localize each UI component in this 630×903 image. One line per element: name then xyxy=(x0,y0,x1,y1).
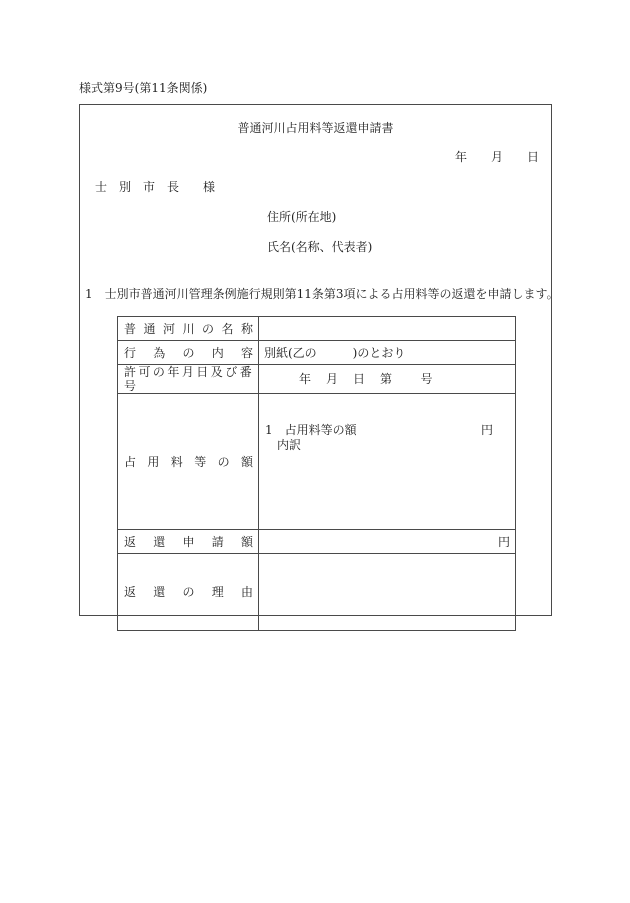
table-row-fee-amount xyxy=(118,394,516,530)
table-row-refund-reason xyxy=(118,554,516,631)
form-title: 普通河川占用料等返還申請書 xyxy=(237,121,394,135)
fee-amount-yen-unit: 円 xyxy=(480,423,493,437)
activity-value: 別紙(乙の )のとおり xyxy=(259,341,516,365)
table-row-river-name xyxy=(118,317,516,341)
form-number: 様式第9号(第11条関係) xyxy=(79,81,208,95)
refund-amount-yen-unit: 円 xyxy=(259,530,516,554)
date-line: 年 月 日 xyxy=(455,150,540,164)
table-row-refund-amount xyxy=(118,530,516,554)
river-name-label: 普 通 河 川 の 名 称 xyxy=(118,317,259,341)
permit-value: 年 月 日 第 号 xyxy=(259,365,516,394)
table-row-permit xyxy=(118,365,516,394)
fee-amount-label: 占 用 料 等 の 額 xyxy=(118,394,259,530)
addressee: 士 別 市 長 様 xyxy=(95,180,216,194)
table-row-activity xyxy=(118,341,516,365)
refund-amount-label: 返 還 申 請 額 xyxy=(118,530,259,554)
application-table xyxy=(117,316,516,631)
applicant-address-label: 住所(所在地) xyxy=(267,210,337,224)
applicant-name-label: 氏名(名称、代表者) xyxy=(267,240,373,254)
refund-reason-label: 返 還 の 理 由 xyxy=(118,554,259,631)
fee-amount-item: 1 占用料等の額 xyxy=(265,423,357,437)
fee-breakdown-label: 内訳 xyxy=(277,438,302,452)
fee-amount-value xyxy=(259,394,516,530)
refund-reason-value xyxy=(259,554,516,631)
permit-label: 許可の年月日及び番号 xyxy=(118,365,259,394)
activity-label: 行 為 の 内 容 xyxy=(118,341,259,365)
application-statement: 1 士別市普通河川管理条例施行規則第11条第3項による占用料等の返還を申請します。 xyxy=(85,287,559,301)
river-name-value xyxy=(259,317,516,341)
